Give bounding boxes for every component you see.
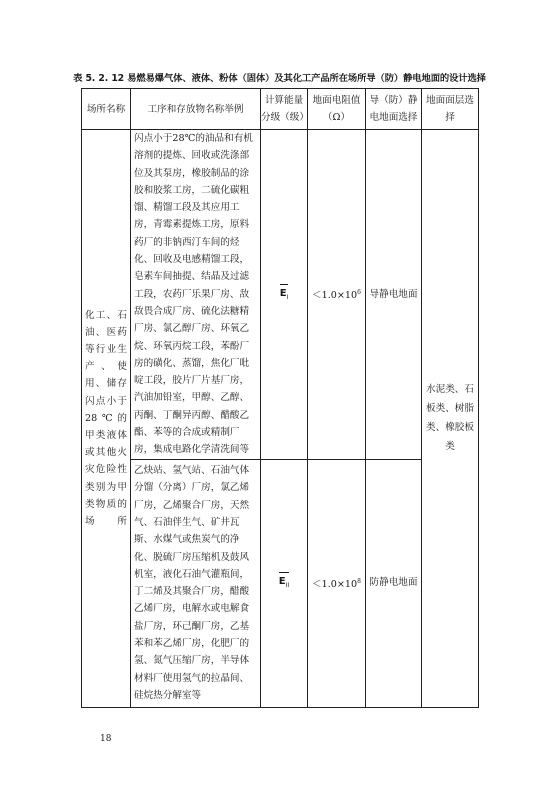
table-caption: 表 5. 2. 12 易燃易爆气体、液体、粉体（固体）及其化工产品所在场所导（防）静电地面的设计选择: [73, 73, 486, 84]
design-selection-table: [81, 88, 479, 708]
header-resistance: 地面电阻值（Ω）: [308, 89, 366, 130]
table-row: [82, 130, 479, 460]
process-examples-cell: 闪点小于28℃的油品和有机溶剂的提炼、回收或洗涤部位及其泵房，橡胶制品的涂胶和胶浆工房，二硫化碳粗馏、精馏工段及其应用工房，青霉素提炼工房，原料药厂的非钠西汀车间的烃化、回收及电感精馏工段，皂素车间抽提、结晶及过滤工段，农药厂乐果厂房、敌敌畏合成厂房、硫化法糖精厂房、氯乙醇厂房、环氧乙烷、环氧丙烷工段，苯酚厂房的磺化、蒸馏，焦化厂吡啶工段，胶片厂片基厂房，汽油加铅室，甲醇、乙醇、丙酮、丁酮异丙醇、醋酸乙酯、苯等的合成或精制厂房，集成电路化学清洗间等: [131, 130, 261, 460]
resistance-cell: $<1.0\times 10^8$: [308, 459, 366, 707]
floor-layer-cell: 水泥类、石板类、树脂类、橡胶板类: [422, 130, 479, 708]
table-row: [82, 459, 479, 707]
table-header-row: [82, 89, 479, 130]
floor-selection-cell: 防静电地面: [366, 459, 422, 707]
site-name-cell: 化工、石油、医药等行业生产、使用、储存闪点小于28℃的甲类液体或其他火灾危险性类别为甲类物质的场所: [82, 130, 131, 708]
resistance-cell: $<1.0\times 10^6$: [308, 130, 366, 460]
header-layer: 地面面层选择: [422, 89, 479, 130]
floor-selection-cell: 导静电地面: [366, 130, 422, 460]
header-selection: 导（防）静电地面选择: [366, 89, 422, 130]
energy-grade-symbol: $E_I$: [280, 284, 289, 305]
header-site: 场所名称: [82, 89, 131, 130]
header-process: 工序和存放物名称举例: [131, 89, 261, 130]
energy-grade-cell: [261, 130, 308, 460]
energy-grade-symbol: $E_{II}$: [279, 572, 289, 593]
process-examples-cell: 乙炔站、氢气站、石油气体分馏（分离）厂房，氯乙烯厂房，乙烯聚合厂房，天然气、石油伴生气、矿井瓦斯、水煤气或焦炭气的净化、脱硫厂房压缩机及鼓风机室，液化石油气灌瓶间，丁二烯及其聚合厂房，醋酸乙烯厂房，电解水或电解食盐厂房，环己酮厂房，乙基苯和苯乙烯厂房，化肥厂的氢、氮气压缩厂房，半导体材料厂使用氢气的拉晶间、硅烷热分解室等: [131, 459, 261, 707]
energy-grade-cell: [261, 459, 308, 707]
header-grade: 计算能量分级（级）: [261, 89, 308, 130]
page-number: 18: [100, 734, 112, 744]
